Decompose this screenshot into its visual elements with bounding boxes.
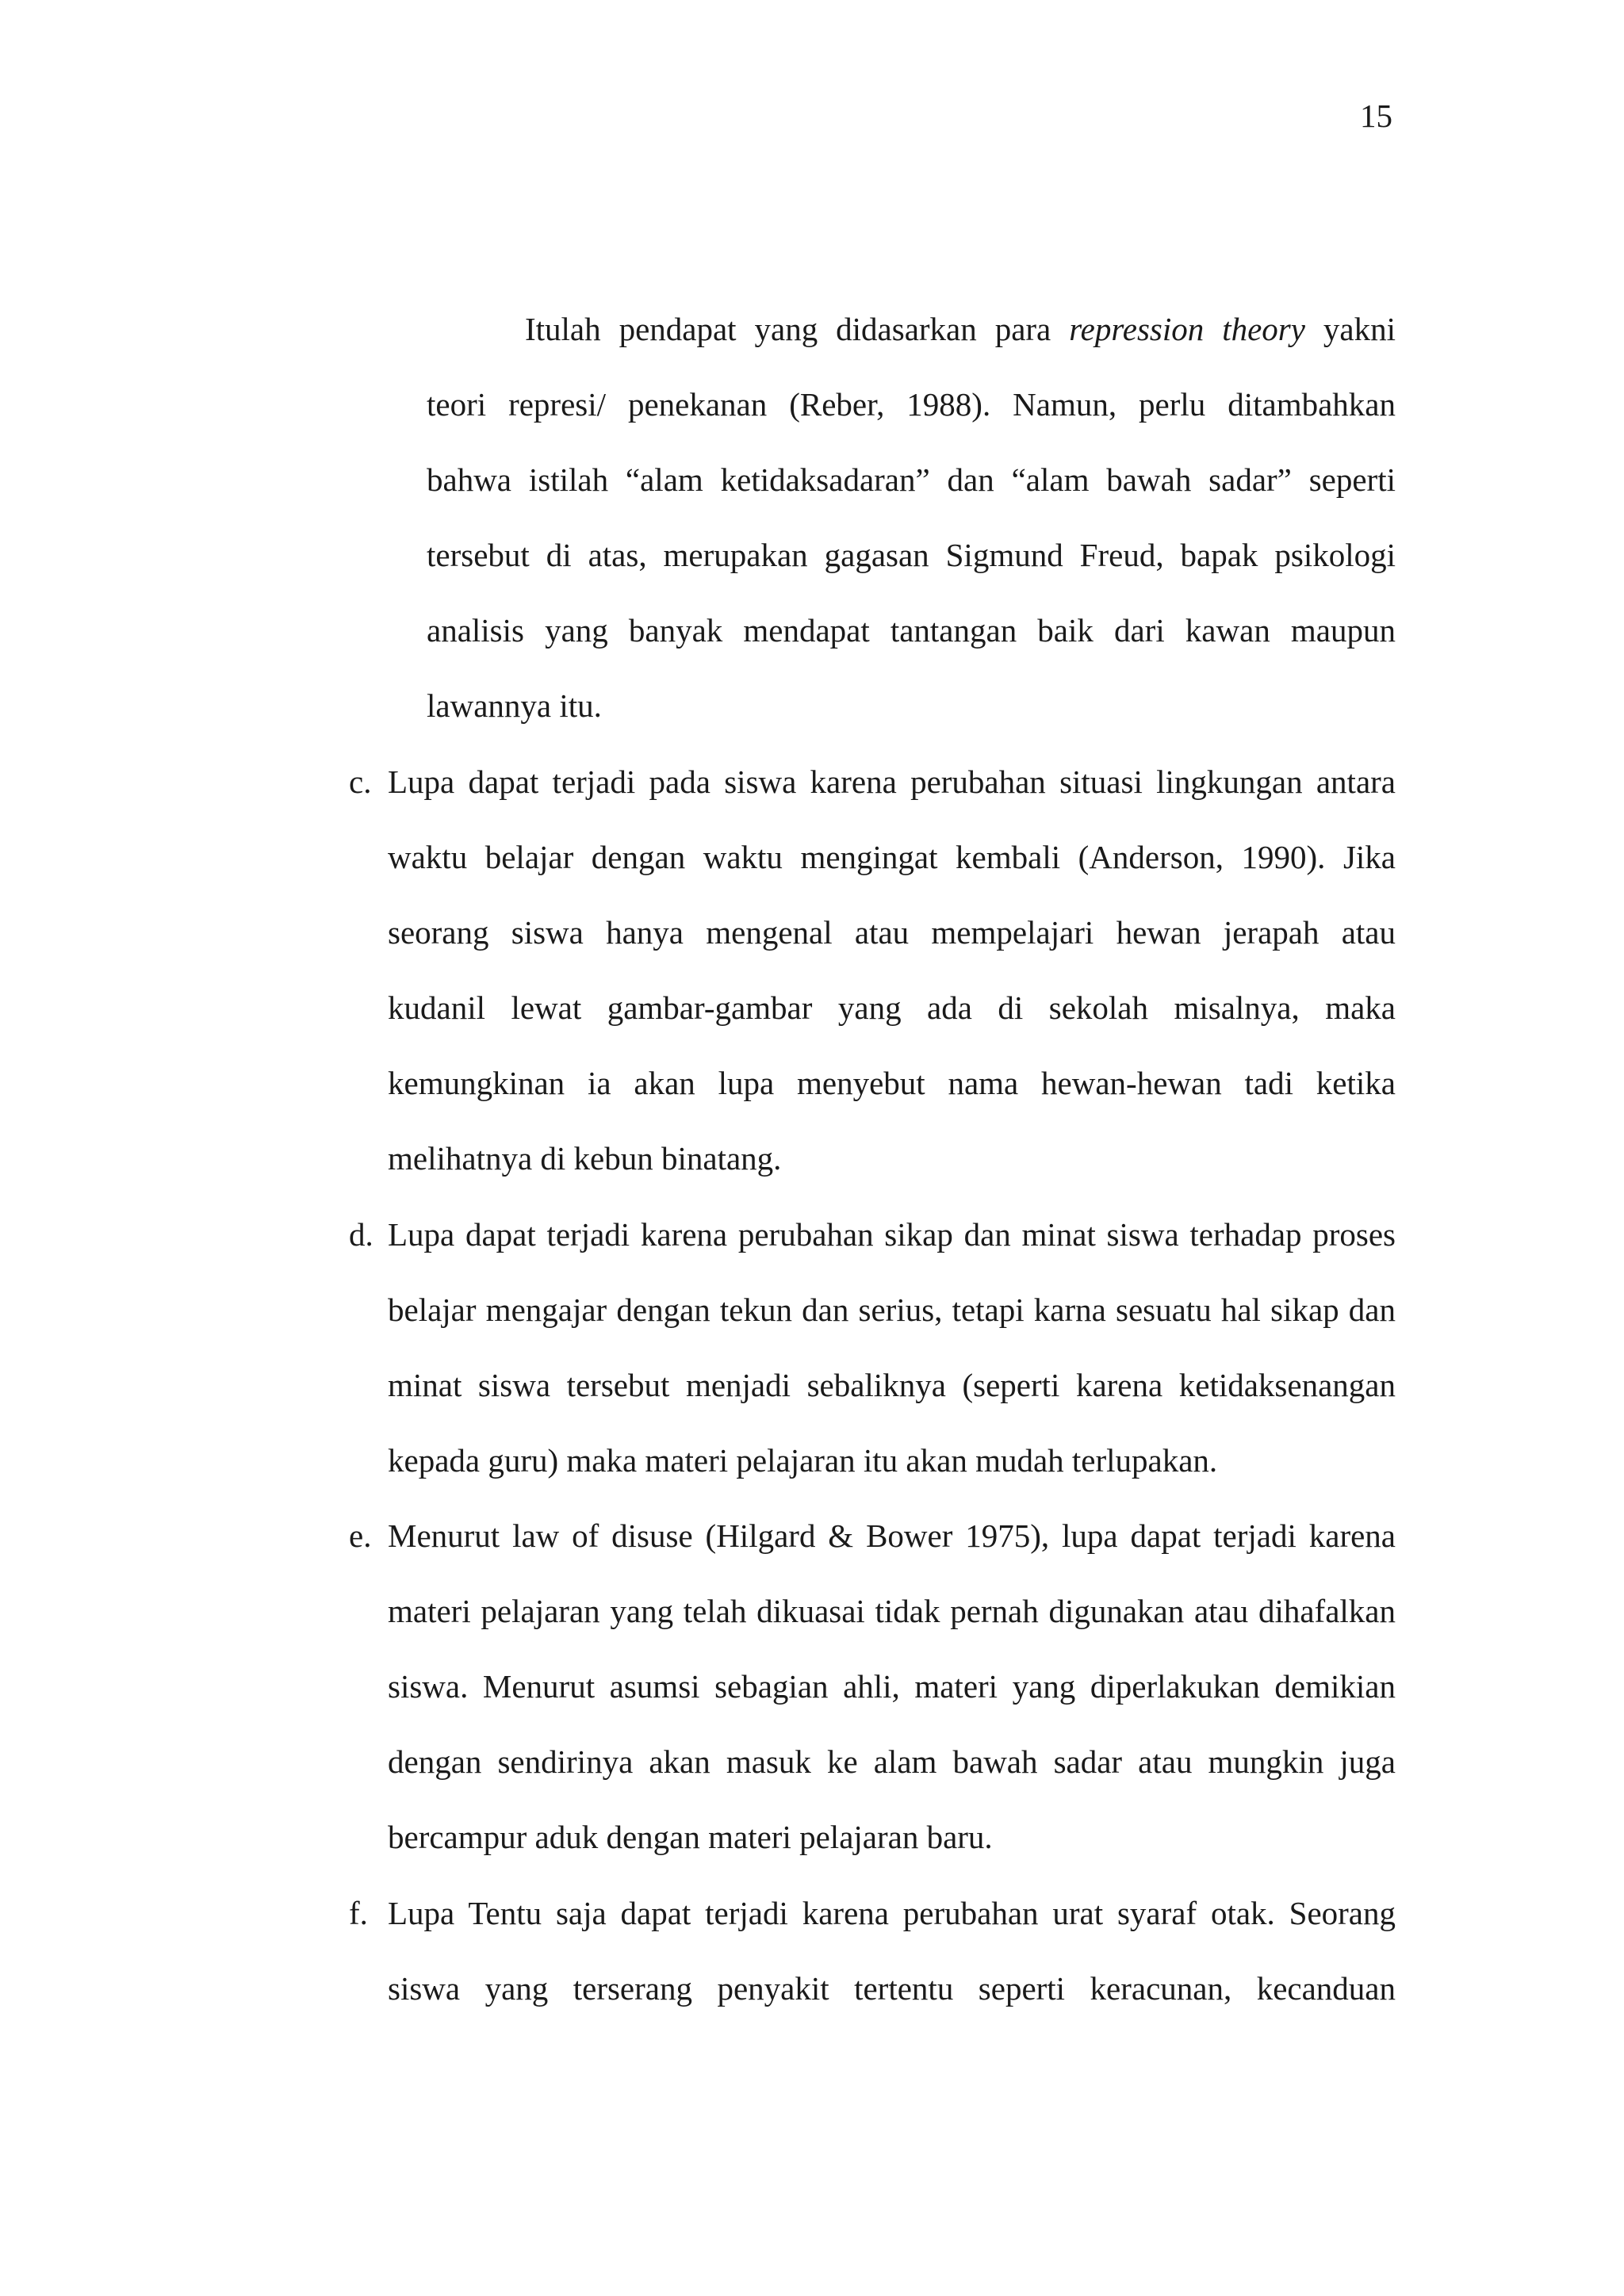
list-item-line: materi pelajaran yang telah dikuasai tidak pernah digunakan atau dihafalkan [388, 1593, 1396, 1629]
list-marker: f. [349, 1895, 368, 1931]
list-item-line: waktu belajar dengan waktu mengingat kembali (Anderson, 1990). Jika [388, 839, 1396, 875]
list-item-line: kemungkinan ia akan lupa menyebut nama hewan-hewan tadi ketika [388, 1065, 1396, 1101]
list-item-line: siswa. Menurut asumsi sebagian ahli, materi yang diperlakukan demikian [388, 1668, 1396, 1705]
paragraph-line: bahwa istilah “alam ketidaksadaran” dan “alam bawah sadar” seperti [427, 461, 1396, 498]
paragraph-line: Itulah pendapat yang didasarkan para repression theory yakni [525, 311, 1396, 347]
list-item-line: bercampur aduk dengan materi pelajaran baru. [388, 1819, 993, 1855]
paragraph-line: teori represi/ penekanan (Reber, 1988). Namun, perlu ditambahkan [427, 386, 1396, 423]
list-item-line: Lupa dapat terjadi karena perubahan sikap dan minat siswa terhadap proses [388, 1216, 1396, 1253]
list-item-line: melihatnya di kebun binatang. [388, 1140, 782, 1177]
list-item-line: kepada guru) maka materi pelajaran itu akan mudah terlupakan. [388, 1442, 1218, 1479]
list-item-line: Menurut law of disuse (Hilgard & Bower 1975), lupa dapat terjadi karena [388, 1517, 1396, 1554]
list-marker: c. [349, 763, 372, 800]
list-item-line: belajar mengajar dengan tekun dan serius, tetapi karna sesuatu hal sikap dan [388, 1292, 1396, 1328]
list-item-line: dengan sendirinya akan masuk ke alam bawah sadar atau mungkin juga [388, 1743, 1396, 1780]
paragraph-line: analisis yang banyak mendapat tantangan baik dari kawan maupun [427, 612, 1396, 649]
list-item-line: seorang siswa hanya mengenal atau mempelajari hewan jerapah atau [388, 914, 1396, 951]
list-item-line: kudanil lewat gambar-gambar yang ada di sekolah misalnya, maka [388, 989, 1396, 1026]
list-item-line: Lupa dapat terjadi pada siswa karena perubahan situasi lingkungan antara [388, 763, 1396, 800]
list-marker: e. [349, 1517, 372, 1554]
paragraph-line: lawannya itu. [427, 687, 602, 724]
paragraph-line: tersebut di atas, merupakan gagasan Sigmund Freud, bapak psikologi [427, 537, 1396, 573]
list-item-line: Lupa Tentu saja dapat terjadi karena perubahan urat syaraf otak. Seorang [388, 1895, 1396, 1931]
list-item-line: siswa yang terserang penyakit tertentu seperti keracunan, kecanduan [388, 1970, 1396, 2007]
italic-term: repression theory [1069, 311, 1305, 347]
list-item-line: minat siswa tersebut menjadi sebaliknya (seperti karena ketidaksenangan [388, 1367, 1396, 1403]
page-number: 15 [1360, 98, 1392, 134]
list-marker: d. [349, 1216, 373, 1253]
